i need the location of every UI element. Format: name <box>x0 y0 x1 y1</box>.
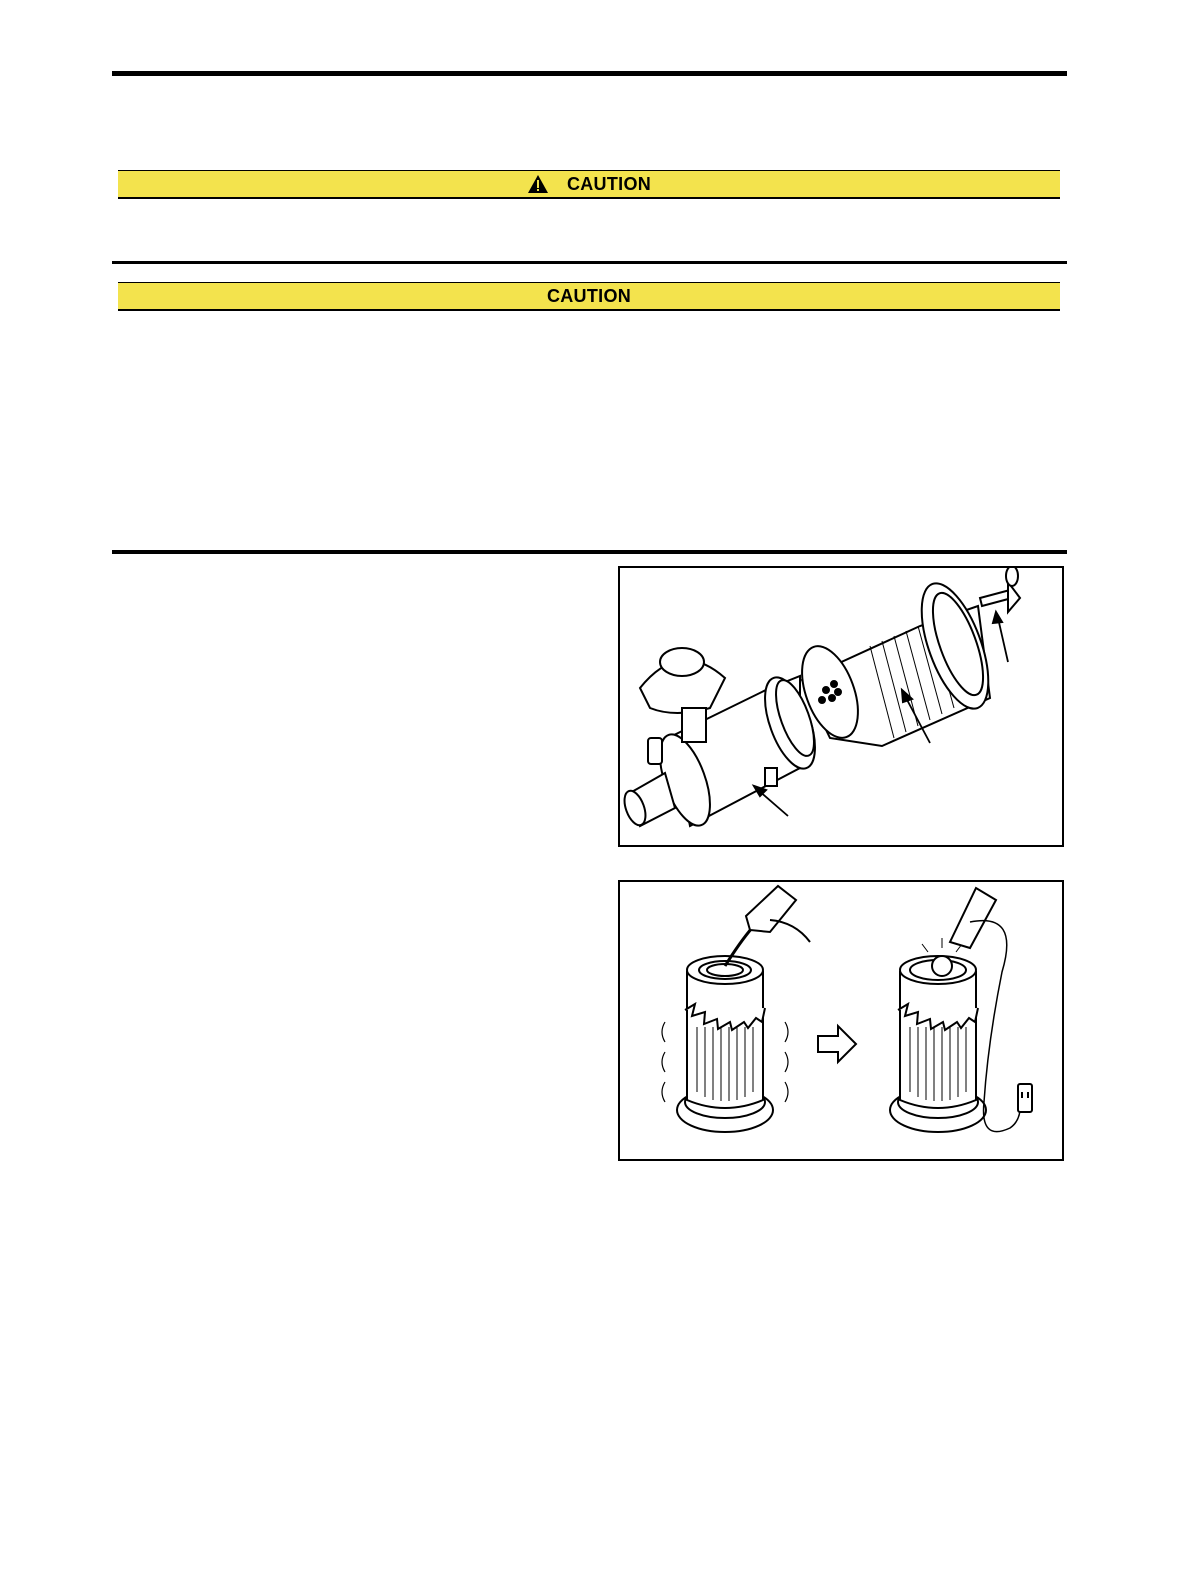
caution-label-2: CAUTION <box>546 285 632 306</box>
figure-element-cleaning <box>618 880 1064 1161</box>
caution-label: CAUTION <box>566 173 652 194</box>
wing-bolt-icon <box>980 568 1020 662</box>
section-rule <box>112 550 1067 554</box>
filter-element-icon <box>791 575 1002 746</box>
light-bulb-inspection-icon <box>890 888 1032 1132</box>
figure-air-cleaner-disassembly <box>618 566 1064 847</box>
right-arrow-icon <box>818 1026 856 1062</box>
compressed-air-cleaning-icon <box>662 886 810 1132</box>
air-cleaner-housing-icon <box>620 648 825 832</box>
warning-triangle-icon <box>527 174 549 194</box>
top-rule <box>112 71 1067 76</box>
caution-banner <box>118 170 1060 199</box>
caution-banner-2 <box>118 282 1060 311</box>
section-divider <box>112 261 1067 264</box>
